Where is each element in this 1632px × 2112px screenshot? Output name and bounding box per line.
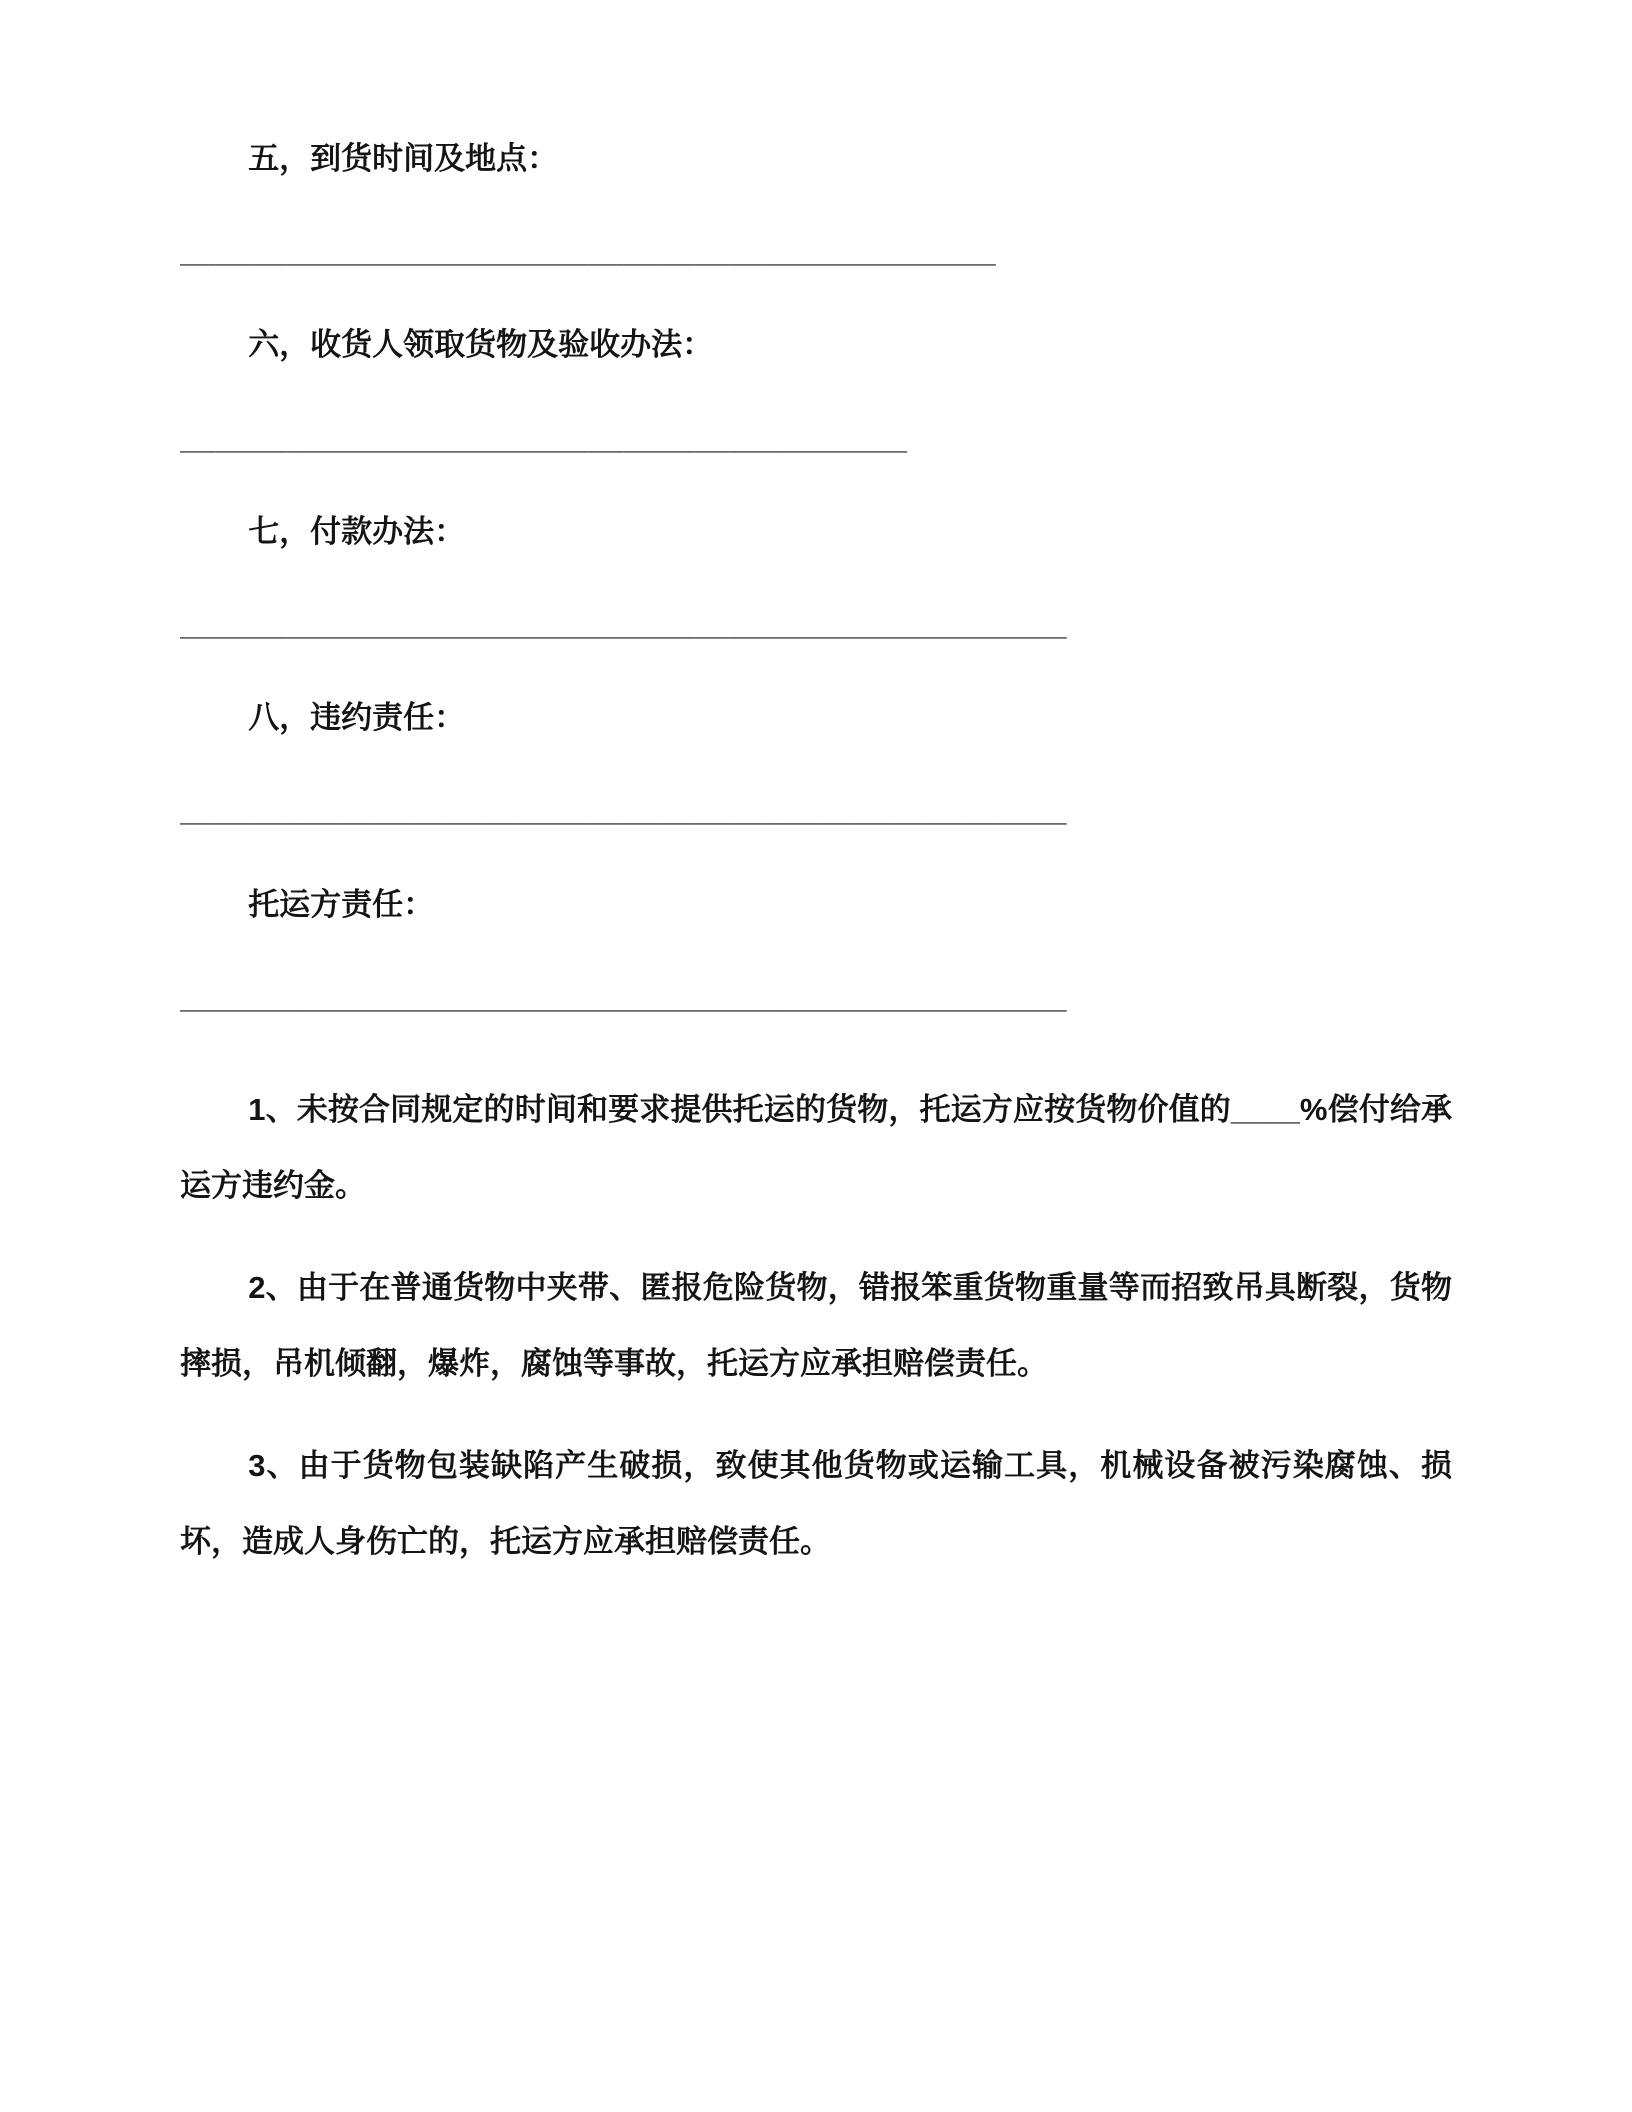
blank-fill-line: __________________________________________________ bbox=[180, 979, 1068, 1015]
section-heading-consignee-pickup-inspection: 六，收货人领取货物及验收办法： bbox=[248, 327, 714, 363]
clause-item-2: 2、由于在普通货物中夹带、匿报危险货物，错报笨重货物重量等而招致吊具断裂，货物摔损，吊机倾翻，爆炸，腐蚀等事故，托运方应承担赔偿责任。 bbox=[180, 1269, 1452, 1381]
blank-fill-line: __________________________________________________ bbox=[180, 606, 1068, 642]
blank-fill-line: __________________________________________________ bbox=[180, 793, 1068, 829]
blank-fill-line: _________________________________________ bbox=[180, 420, 908, 456]
blank-fill-line: ______________________________________________ bbox=[180, 234, 997, 270]
section-heading-breach-liability: 八，违约责任： bbox=[248, 700, 466, 736]
clause-item-3: 3、由于货物包装缺陷产生破损，致使其他货物或运输工具，机械设备被污染腐蚀、损坏，造成人身伤亡的，托运方应承担赔偿责任。 bbox=[180, 1447, 1452, 1559]
section-heading-shipper-liability: 托运方责任： bbox=[248, 886, 435, 922]
section-heading-arrival-time-place: 五，到货时间及地点： bbox=[248, 141, 559, 176]
section-heading-payment-method: 七，付款办法： bbox=[248, 513, 466, 549]
clause-item-1: 1、未按合同规定的时间和要求提供托运的货物，托运方应按货物价值的____%偿付给承运方违约金。 bbox=[180, 1091, 1452, 1203]
